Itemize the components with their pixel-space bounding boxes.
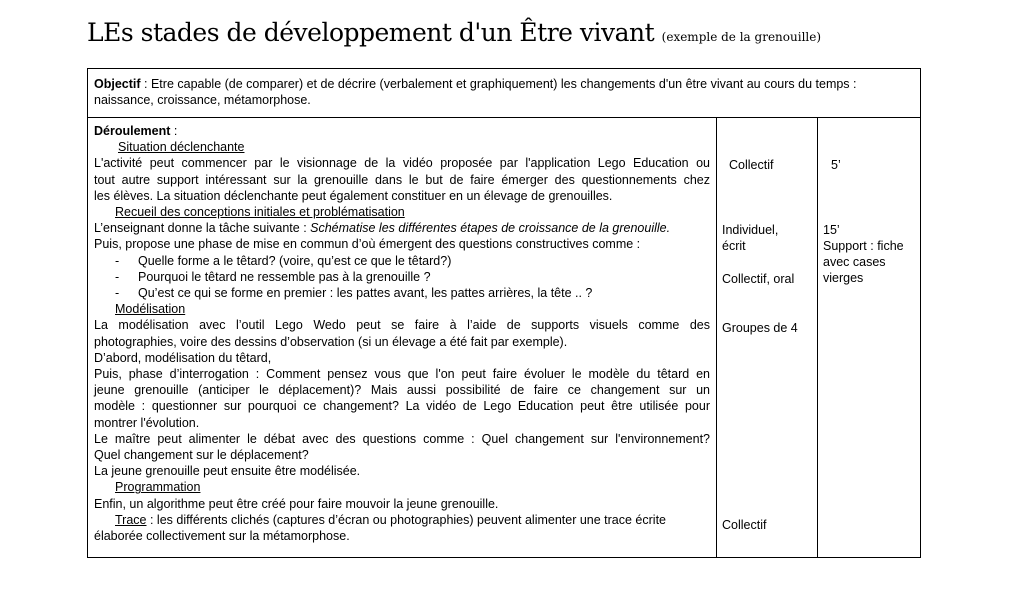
paragraph-line: Puis, propose une phase de mise en commun d’où émergent des questions constructives comme : bbox=[94, 237, 641, 252]
deroulement-row bbox=[88, 118, 920, 557]
section-modelisation-title: Modélisation bbox=[115, 302, 186, 317]
duration-text: 15’ bbox=[823, 223, 840, 237]
title-subtitle: (exemple de la grenouille) bbox=[661, 30, 822, 44]
paragraph-line: : les différents clichés (captures d’écran ou photographies) peuvent alimenter une trace écrite bbox=[146, 512, 667, 527]
objective-row bbox=[88, 69, 920, 118]
support-text: avec cases bbox=[823, 255, 886, 269]
paragraph-line: Enfin, un algorithme peut être créé pour faire mouvoir la jeune grenouille. bbox=[94, 496, 499, 511]
paragraph-line: Puis, phase d’interrogation : Comment pensez vous que l'on peut faire évoluer le modèle du têtard en bbox=[94, 367, 710, 382]
organisation-text: Individuel, bbox=[722, 223, 779, 237]
organisation-text: Collectif bbox=[722, 518, 767, 532]
page-title bbox=[87, 18, 821, 47]
paragraph-line: L’enseignant donne la tâche suivante : bbox=[94, 221, 311, 236]
list-item: - Qu’est ce qui se forme en premier : les pattes avant, les pattes arrières, la tête .. ? bbox=[115, 286, 593, 301]
title-main: LEs stades de développement d'un Être vivant bbox=[87, 18, 655, 47]
organisation-text: écrit bbox=[722, 239, 746, 253]
duree-cell bbox=[818, 118, 920, 557]
section-trace-title: Trace bbox=[115, 512, 147, 527]
paragraph-line: Quel changement sur le déplacement? bbox=[94, 448, 309, 463]
organisation-text: Groupes de 4 bbox=[722, 321, 798, 335]
paragraph-line: L'activité peut commencer par le visionnage de la vidéo proposée par l'application Lego Education ou bbox=[94, 156, 710, 171]
paragraph-line: La modélisation avec l’outil Lego Wedo peut se faire à l’aide de supports visuels comme des bbox=[94, 318, 710, 333]
paragraph-line: tout autre support intéressant sur la grenouille dans le but de faire émerger des questionnements chez bbox=[94, 172, 710, 187]
paragraph-line: D’abord, modélisation du têtard, bbox=[94, 350, 272, 365]
deroulement-label: Déroulement bbox=[94, 124, 171, 138]
objective-text-2: naissance, croissance, métamorphose. bbox=[94, 93, 311, 108]
deroulement-cell: Déroulement : Situation déclenchante L'activité peut commencer par le visionnage de la vidéo proposée par l'application Lego Education ou tout autre support intéressant sur la grenouille dans le but de faire émerger des questionnements chez les élèves. La situation déclenchante peut également constituer en un élevage de grenouilles. Recueil des conceptions initiales et problématisation L’enseignant donne la tâche suivante : Schématise les différentes étapes de croissance de la grenouille. Puis, propose une phase de mise en commun d’où émergent des questions constructives comme : - Quelle forme a le têtard? (voire, qu’est ce que le têtard?) - Pourquoi le têtard ne ressemble pas à la grenouille ? - Qu’est ce qui se forme en premier : les pattes avant, les pattes arrières, la tête .. ? Modélisation La modélisation avec l’outil Lego Wedo peut se faire à l’aide de supports visuels comme des photographies, voire des dessins d’observation (si un élevage a été fait par exemple). D’abord, modélisation du têtard, Puis, phase d’interrogation : Comment pensez vous que l'on peut faire évoluer le modèle du têtard en jeune grenouille (anticiper le déplacement)? Mais aussi possibilité de faire ce changement sur un modèle : questionner sur pourquoi ce changement? La vidéo de Lego Education peut être utilisée pour montrer l'évolution. Le maître peut alimenter le débat avec des questions comme : Quel changement sur l'environnement? Quel changement sur le déplacement? La jeune grenouille peut ensuite être modélisée. Programmation Enfin, un algorithme peut être créé pour faire mouvoir la jeune grenouille. Trace : les différents clichés (captures d’écran ou photographies) peuvent alimenter une trace écrite élaborée collectivement sur la métamorphose. bbox=[88, 118, 717, 557]
paragraph-line: montrer l'évolution. bbox=[94, 415, 200, 430]
section-programmation-title: Programmation bbox=[115, 480, 201, 495]
paragraph-line: La jeune grenouille peut ensuite être modélisée. bbox=[94, 464, 361, 479]
paragraph-line: photographies, voire des dessins d’observation (si un élevage a été fait par exemple). bbox=[94, 334, 568, 349]
paragraph-line: jeune grenouille (anticiper le déplacement)? Mais aussi possibilité de faire ce changement sur un bbox=[94, 383, 710, 398]
list-item: - Quelle forme a le têtard? (voire, qu’est ce que le têtard?) bbox=[115, 253, 452, 268]
duration-text: 5’ bbox=[831, 158, 841, 172]
lesson-table bbox=[87, 68, 921, 558]
organisation-text: Collectif bbox=[729, 158, 774, 172]
paragraph-line: Le maître peut alimenter le débat avec des questions comme : Quel changement sur l'environnement? bbox=[94, 431, 710, 446]
section-recueil-title: Recueil des conceptions initiales et problématisation bbox=[115, 205, 405, 220]
objective-label: Objectif bbox=[94, 77, 141, 91]
paragraph-line: élaborée collectivement sur la métamorphose. bbox=[94, 529, 350, 544]
objective-text: : Etre capable (de comparer) et de décrire (verbalement et graphiquement) les changements d'un être vivant au cours du temps : bbox=[140, 77, 857, 91]
task-instruction: Schématise les différentes étapes de croissance de la grenouille. bbox=[310, 221, 671, 236]
section-situation-title: Situation déclenchante bbox=[118, 140, 245, 155]
support-text: vierges bbox=[823, 271, 864, 285]
list-item: - Pourquoi le têtard ne ressemble pas à la grenouille ? bbox=[115, 269, 431, 284]
support-text: Support : fiche bbox=[823, 239, 904, 253]
organisation-text: Collectif, oral bbox=[722, 272, 795, 286]
organisation-cell bbox=[717, 118, 818, 557]
paragraph-line: modèle : questionner sur pourquoi ce changement? La vidéo de Lego Education peut être utilisée pour bbox=[94, 399, 710, 414]
paragraph-line: les élèves. La situation déclenchante peut également constituer en un élevage de grenouilles. bbox=[94, 188, 613, 203]
